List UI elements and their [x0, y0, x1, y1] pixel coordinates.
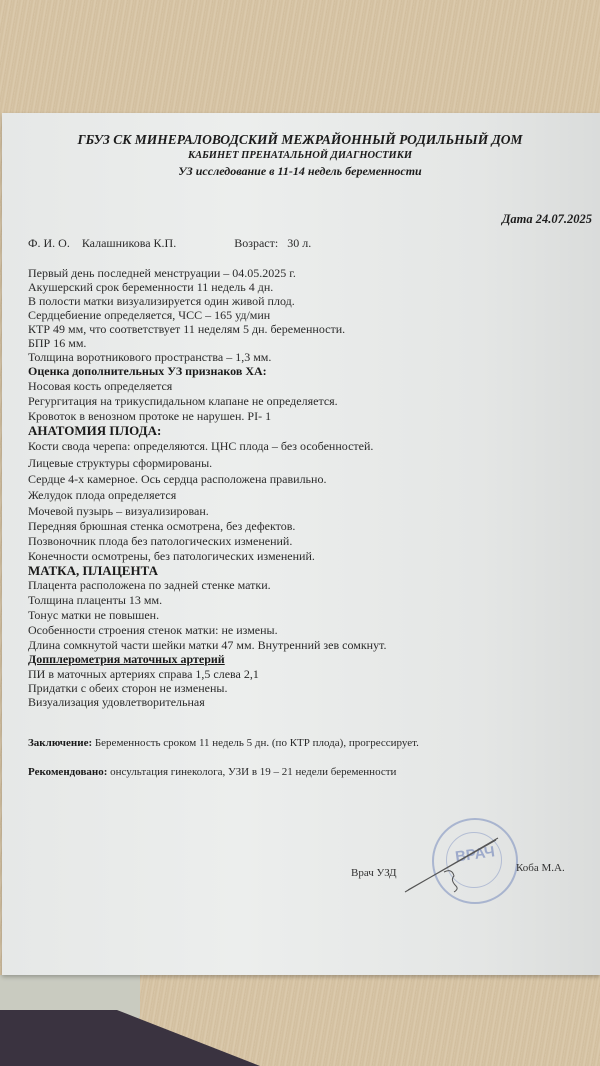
background-object — [0, 1010, 260, 1066]
text-line: Особенности строения стенок матки: не измены. — [28, 623, 278, 637]
doctor-name: Коба М.А. — [516, 862, 565, 874]
text-line: Тонус матки не повышен. — [28, 608, 160, 622]
text-line: Визуализация удовлетворительная — [28, 695, 205, 709]
text-line: Носовая кость определяется — [28, 379, 173, 393]
text-line: Желудок плода определяется — [28, 488, 177, 502]
conclusion-label: Заключение: — [28, 737, 93, 749]
text-line: Акушерский срок беременности 11 недель 4 дн. — [28, 280, 274, 294]
text-line: КТР 49 мм, что соответствует 11 неделям 5 дн. беременности. — [28, 322, 346, 336]
text-line: Длина сомкнутой части шейки матки 47 мм. Внутренний зев сомкнут. — [28, 638, 387, 652]
text-line: Позвоночник плода без патологических изменений. — [28, 534, 293, 548]
name-label: Ф. И. О. — [28, 236, 70, 250]
text-line: Первый день последней менструации – 04.05.2025 г. — [28, 266, 296, 280]
text-line: Толщина плаценты 13 мм. — [28, 593, 163, 607]
text-line: Придатки с обеих сторон не изменены. — [28, 681, 228, 695]
handwritten-signature — [400, 820, 510, 900]
text-line: Сердцебиение определяется, ЧСС – 165 уд/мин — [28, 308, 271, 322]
text-line: Передняя брюшная стенка осмотрена, без дефектов. — [28, 519, 296, 533]
age-label: Возраст: — [234, 236, 279, 250]
document-title: УЗ исследование в 11-14 недель беременности — [178, 164, 422, 178]
recommendation-label: Рекомендовано: — [28, 766, 108, 778]
text-line: Регургитация на трикуспидальном клапане не определяется. — [28, 394, 338, 408]
patient-age: 30 л. — [287, 236, 312, 250]
text-line: Кровоток в венозном протоке не нарушен. PI- 1 — [28, 409, 272, 423]
department-name: КАБИНЕТ ПРЕНАТАЛЬНОЙ ДИАГНОСТИКИ — [188, 150, 412, 161]
text-line: Мочевой пузырь – визуализирован. — [28, 504, 209, 518]
section-heading-uterus: МАТКА, ПЛАЦЕНТА — [28, 563, 158, 578]
text-line: Лицевые структуры сформированы. — [28, 456, 213, 470]
text-line: Кости свода черепа: определяются. ЦНС плода – без особенностей. — [28, 439, 374, 453]
patient-line — [28, 236, 311, 251]
text-line: Конечности осмотрены, без патологических изменений. — [28, 549, 315, 563]
section-heading-doppler: Допплерометрия маточных артерий — [28, 652, 225, 666]
recommendation-text: онсультация гинеколога, УЗИ в 19 – 21 недели беременности — [107, 766, 397, 778]
recommendation — [28, 766, 396, 778]
document-date: Дата 24.07.2025 — [501, 212, 592, 226]
text-line: ПИ в маточных артериях справа 1,5 слева 2,1 — [28, 667, 259, 681]
conclusion-text: Беременность сроком 11 недель 5 дн. (по КТР плода), прогрессирует. — [92, 737, 419, 749]
section-heading-anatomy: АНАТОМИЯ ПЛОДА: — [28, 423, 162, 438]
text-line: Сердце 4-х камерное. Ось сердца расположена правильно. — [28, 472, 327, 486]
conclusion — [28, 737, 419, 749]
section-heading-markers: Оценка дополнительных УЗ признаков ХА: — [28, 364, 267, 378]
text-line: В полости матки визуализируется один живой плод. — [28, 294, 295, 308]
text-line: Толщина воротникового пространства – 1,3 мм. — [28, 350, 272, 364]
doctor-role: Врач УЗД — [351, 867, 397, 879]
text-line: БПР 16 мм. — [28, 336, 87, 350]
institution-name: ГБУЗ СК МИНЕРАЛОВОДСКИЙ МЕЖРАЙОННЫЙ РОДИЛЬНЫЙ ДОМ — [77, 132, 523, 147]
patient-name: Калашникова К.П. — [81, 236, 177, 250]
text-line: Плацента расположена по задней стенке матки. — [28, 578, 271, 592]
stamp-text: ВРАЧ — [454, 843, 496, 866]
